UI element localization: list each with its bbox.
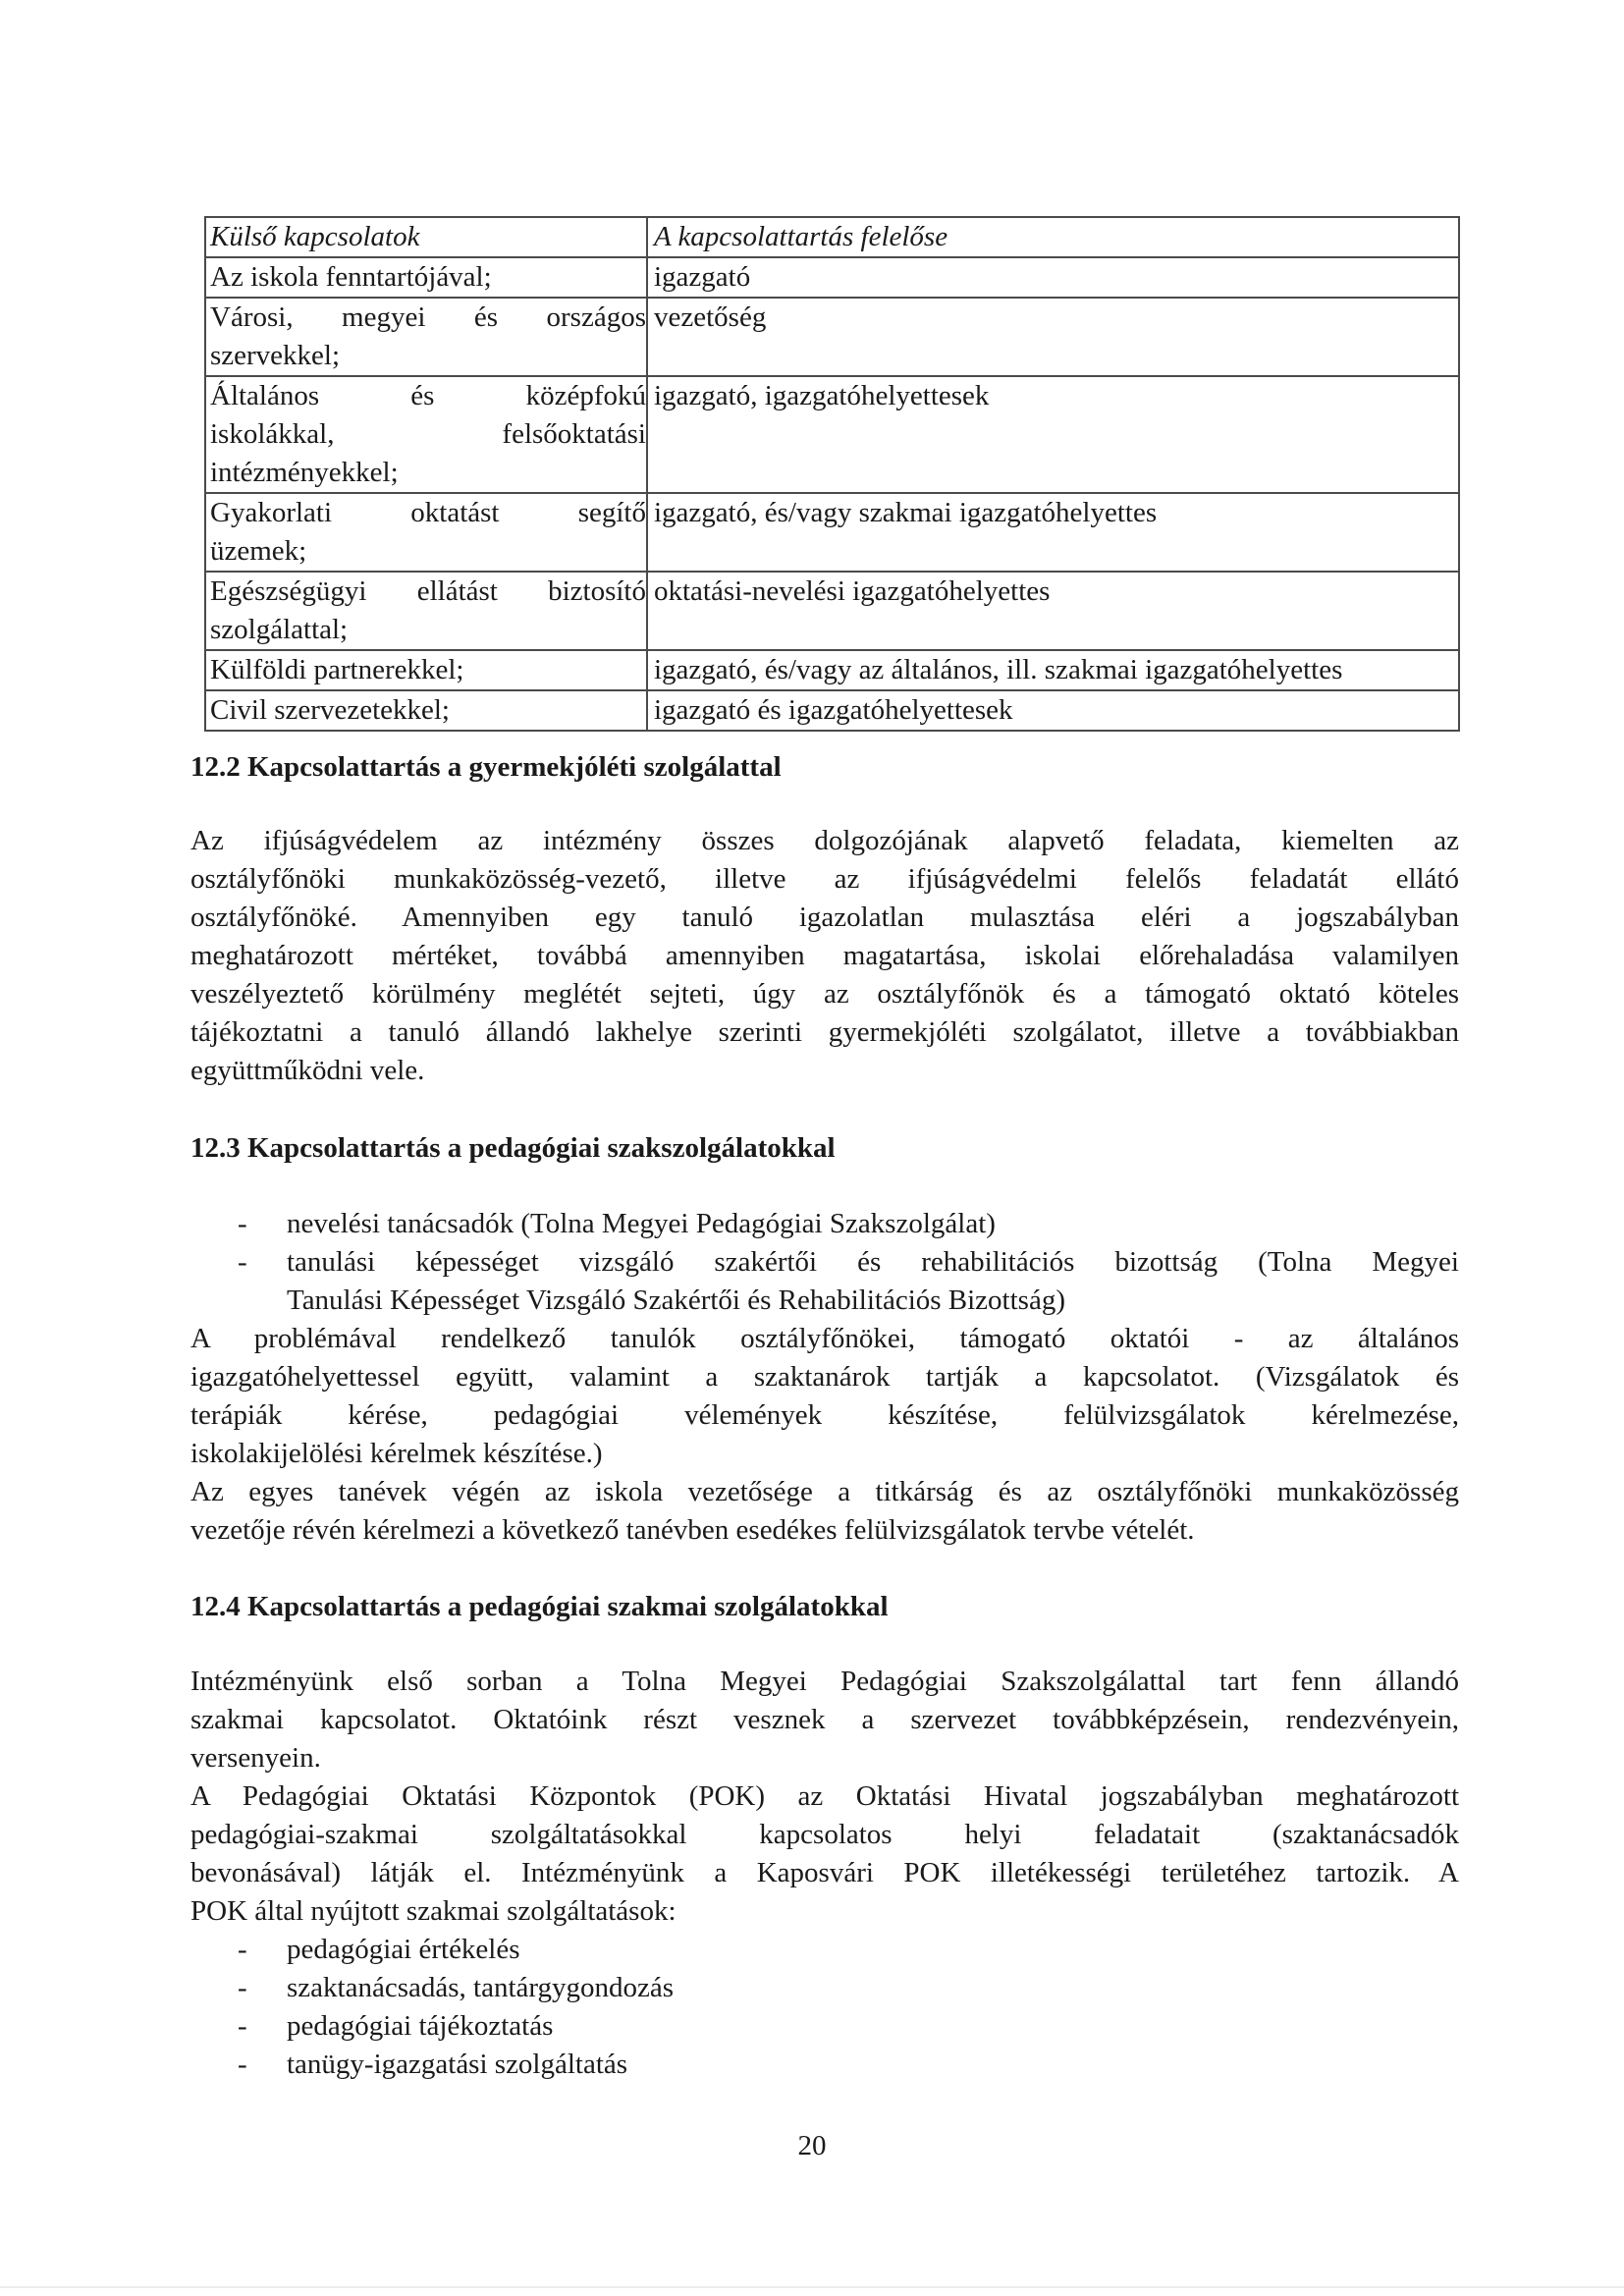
paragraph-pok [190,1777,1459,1931]
table-cell-responsible: vezetőség [647,298,1459,376]
table-header-external-contacts: Külső kapcsolatok [205,217,647,257]
table-cell-responsible: oktatási-nevelési igazgatóhelyettes [647,572,1459,650]
text-line: osztályfőnöké. Amennyiben egy tanuló igazolatlan mulasztása eléri a jogszabályban [190,902,1459,933]
paragraph-youth-protection [190,822,1459,1090]
cell-line: intézményekkel; [210,457,399,488]
table-header-responsible: A kapcsolattartás felelőse [647,217,1459,257]
dash-bullet-icon: - [238,1972,247,2003]
pedagogical-services-list [190,1205,1459,1320]
table-row [205,298,1459,376]
text-line: szaktanácsadás, tantárgygondozás [287,1972,675,2003]
text-line: Az egyes tanévek végén az iskola vezetősége a titkárság és az osztályfőnöki munkaközösség [190,1476,1459,1507]
cell-line: Általános és középfokú [210,380,646,411]
text-line: terápiák kérése, pedagógiai vélemények készítése, felülvizsgálatok kérelmezése, [190,1399,1459,1431]
table-cell-contact [205,493,647,572]
text-line: pedagógiai tájékoztatás [287,2010,554,2042]
table-cell-contact [205,690,647,731]
text-line: A problémával rendelkező tanulók osztályfőnökei, támogató oktatói - az általános [190,1323,1459,1354]
dash-bullet-icon: - [238,1208,247,1239]
list-item [190,1969,1459,2007]
table-cell-contact [205,298,647,376]
page-number: 20 [797,2130,827,2161]
table-cell-responsible: igazgató, és/vagy az általános, ill. szakmai igazgatóhelyettes [647,650,1459,690]
text-line: tanulási képességet vizsgáló szakértői és rehabilitációs bizottság (Tolna Megyei [287,1246,1459,1278]
text-line: tanügy-igazgatási szolgáltatás [287,2049,628,2080]
list-item [190,2007,1459,2046]
cell-line: Gyakorlati oktatást segítő [210,497,646,528]
scan-artifact-divider [0,2286,1624,2288]
list-item [190,2046,1459,2084]
text-line: bevonásával) látják el. Intézményünk a Kaposvári POK illetékességi területéhez tartozik. A [190,1857,1459,1888]
text-line: nevelési tanácsadók (Tolna Megyei Pedagógiai Szakszolgálat) [287,1208,996,1239]
cell-line: Az iskola fenntartójával; [210,261,492,293]
cell-line: szolgálattal; [210,614,349,645]
table-row [205,376,1459,493]
dash-bullet-icon: - [238,2010,247,2042]
section-heading-12-2: 12.2 Kapcsolattartás a gyermekjóléti szolgálattal [190,751,782,783]
text-line: Intézményünk első sorban a Tolna Megyei Pedagógiai Szakszolgálattal tart fenn állandó [190,1666,1459,1697]
table-row [205,572,1459,650]
table-cell-contact [205,572,647,650]
list-item [190,1243,1459,1320]
list-item [190,1205,1459,1243]
table-cell-responsible: igazgató [647,257,1459,298]
table-cell-responsible: igazgató és igazgatóhelyettesek [647,690,1459,731]
table-cell-contact [205,376,647,493]
text-line: szakmai kapcsolatot. Oktatóink részt vesznek a szervezet továbbképzésein, rendezvényein, [190,1704,1459,1735]
cell-line: Egészségügyi ellátást biztosító [210,575,646,607]
cell-line: Külföldi partnerekkel; [210,654,464,685]
cell-line: Civil szervezetekkel; [210,694,450,726]
paragraph-tolna-service [190,1663,1459,1777]
cell-line: iskolákkal, felsőoktatási [210,418,646,450]
list-item [190,1931,1459,1969]
text-line: iskolakijelölési kérelmek készítése.) [190,1438,603,1469]
paragraph-year-end-review [190,1473,1459,1550]
text-line: POK által nyújtott szakmai szolgáltatások: [190,1895,677,1927]
section-heading-12-4: 12.4 Kapcsolattartás a pedagógiai szakmai szolgálatokkal [190,1591,889,1622]
table-cell-contact [205,650,647,690]
text-line: A Pedagógiai Oktatási Központok (POK) az Oktatási Hivatal jogszabályban meghatározott [190,1780,1459,1812]
cell-line: szervekkel; [210,340,341,371]
table-row [205,257,1459,298]
pok-services-list [190,1931,1459,2084]
text-line: tájékoztatni a tanuló állandó lakhelye szerinti gyermekjóléti szolgálatot, illetve a továbbiakban [190,1016,1459,1048]
text-line: igazgatóhelyettessel együtt, valamint a szaktanárok tartják a kapcsolatot. (Vizsgálatok és [190,1361,1459,1393]
text-line: vezetője révén kérelmezi a következő tanévben esedékes felülvizsgálatok tervbe vételét. [190,1514,1195,1546]
dash-bullet-icon: - [238,1246,247,1278]
text-line: veszélyeztető körülmény meglétét sejteti, úgy az osztályfőnök és a támogató oktató köteles [190,978,1459,1010]
text-line: együttműködni vele. [190,1055,425,1086]
dash-bullet-icon: - [238,2049,247,2080]
dash-bullet-icon: - [238,1934,247,1965]
table-cell-responsible: igazgató, és/vagy szakmai igazgatóhelyettes [647,493,1459,572]
table-header-row [205,217,1459,257]
section-heading-12-3: 12.3 Kapcsolattartás a pedagógiai szakszolgálatokkal [190,1132,836,1164]
text-line: Tanulási Képességet Vizsgáló Szakértői és Rehabilitációs Bizottság) [287,1285,1065,1316]
table-cell-responsible: igazgató, igazgatóhelyettesek [647,376,1459,493]
text-line: versenyein. [190,1742,321,1774]
text-line: Az ifjúságvédelem az intézmény összes dolgozójának alapvető feladata, kiemelten az [190,825,1459,856]
text-line: meghatározott mértéket, továbbá amennyiben magatartása, iskolai előrehaladása valamilyen [190,940,1459,971]
paragraph-problem-students [190,1320,1459,1473]
cell-line: Városi, megyei és országos [210,301,646,333]
table-row [205,690,1459,731]
cell-line: üzemek; [210,535,307,567]
external-contacts-table [204,216,1460,732]
table-row [205,493,1459,572]
table-row [205,650,1459,690]
text-line: pedagógiai-szakmai szolgáltatásokkal kapcsolatos helyi feladatait (szaktanácsadók [190,1819,1459,1850]
table-cell-contact [205,257,647,298]
text-line: osztályfőnöki munkaközösség-vezető, illetve az ifjúságvédelmi felelős feladatát ellátó [190,863,1459,895]
text-line: pedagógiai értékelés [287,1934,520,1965]
